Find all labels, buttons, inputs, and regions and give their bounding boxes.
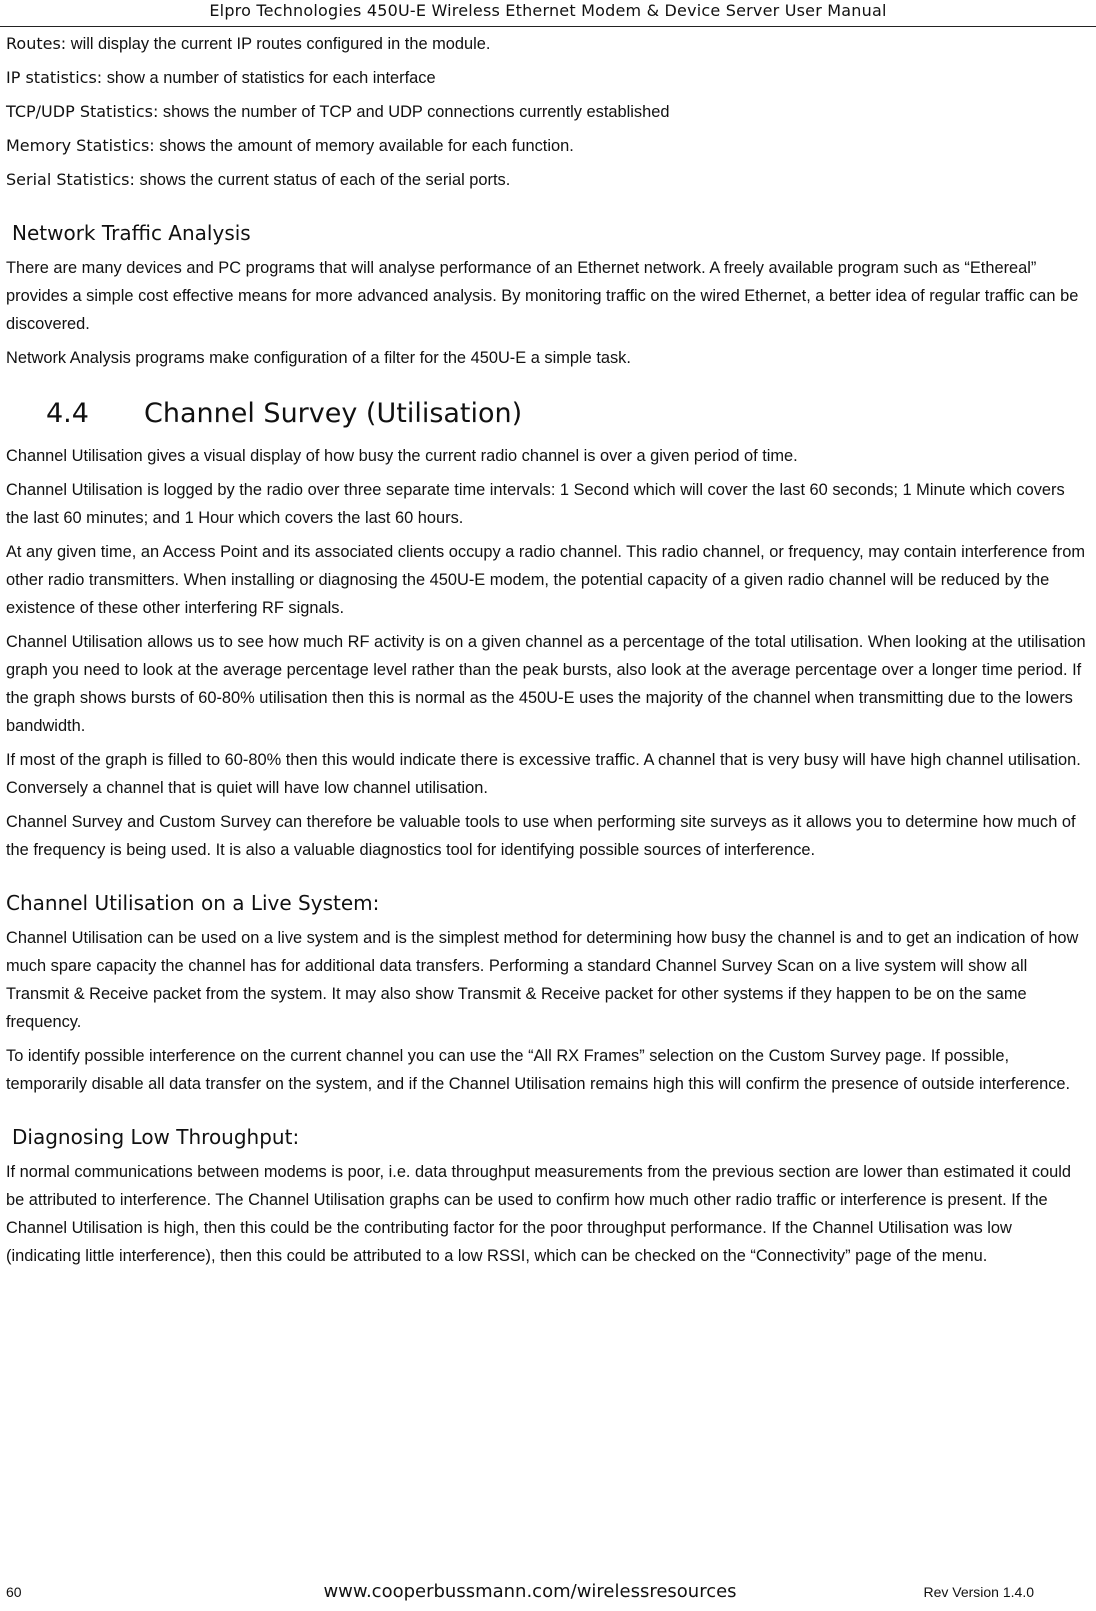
stats-field-list xyxy=(6,30,1090,194)
footer-url: www.cooperbussmann.com/wirelessresources xyxy=(323,1581,737,1602)
paragraph: If normal communications between modems is poor, i.e. data throughput measurements from the previous section are lower than estimated it could be attributed to interference. The Channel Utilisation graphs can be used to confirm how much other radio traffic or interference is present. If the Channel Utilisation is high, then this could be the contributing factor for the poor throughput performance. If the Channel Utilisation was low (indicating little interference), then this could be attributed to a low RSSI, which can be checked on the “Connectivity” page of the menu. xyxy=(6,1163,1072,1265)
stats-field xyxy=(6,166,1090,194)
stats-field xyxy=(6,98,1090,126)
paragraph: Network Analysis programs make configuration of a filter for the 450U-E a simple task. xyxy=(6,349,631,367)
field-description: shows the amount of memory available for each function. xyxy=(159,137,574,155)
field-description: show a number of statistics for each interface xyxy=(106,69,436,87)
paragraph: Channel Utilisation can be used on a live system and is the simplest method for determining how busy the channel is and to get an indication of how much spare capacity the channel has for additional data transfers. Performing a standard Channel Survey Scan on a live system will show all Transmit & Receive packet from the system. It may also show Transmit & Receive packet for other systems if they happen to be on the same frequency. xyxy=(6,929,1079,1031)
field-term: Serial Statistics: xyxy=(6,170,135,189)
page-number: 60 xyxy=(6,1584,22,1600)
paragraph: There are many devices and PC programs that will analyse performance of an Ethernet network. A freely available program such as “Ethereal” provides a simple cost effective means for more advanced analysis. By monitoring traffic on the wired Ethernet, a better idea of regular traffic can be discovered. xyxy=(6,259,1079,333)
field-term: IP statistics: xyxy=(6,68,103,87)
stats-field xyxy=(6,30,1090,58)
paragraph: If most of the graph is filled to 60-80% then this would indicate there is excessive traffic. A channel that is very busy will have high channel utilisation. Conversely a channel that is quiet will have low channel utilisation. xyxy=(6,751,1081,797)
page-content xyxy=(6,30,1090,1276)
field-description: shows the number of TCP and UDP connections currently established xyxy=(162,103,670,121)
paragraph: Channel Utilisation is logged by the radio over three separate time intervals: 1 Second which will cover the last 60 seconds; 1 Minute which covers the last 60 minutes; and 1 Hour which covers the last 60 hours. xyxy=(6,481,1065,527)
network-traffic-heading: Network Traffic Analysis xyxy=(12,221,251,245)
header-title: Elpro Technologies 450U-E Wireless Ethernet Modem & Device Server User Manual xyxy=(209,1,887,20)
field-term: Memory Statistics: xyxy=(6,136,155,155)
paragraph: Channel Survey and Custom Survey can therefore be valuable tools to use when performing site surveys as it allows you to determine how much of the frequency is being used. It is also a valuable diagnostics tool for identifying possible sources of interference. xyxy=(6,813,1076,859)
field-description: will display the current IP routes configured in the module. xyxy=(70,35,491,53)
stats-field xyxy=(6,132,1090,160)
page-header xyxy=(0,0,1096,27)
paragraph: To identify possible interference on the current channel you can use the “All RX Frames” selection on the Custom Survey page. If possible, temporarily disable all data transfer on the system, and if the Channel Utilisation remains high this will confirm the presence of outside interference. xyxy=(6,1047,1071,1093)
section-number: 4.4 xyxy=(46,398,89,429)
paragraph: Channel Utilisation gives a visual display of how busy the current radio channel is over a given period of time. xyxy=(6,447,798,465)
paragraph: At any given time, an Access Point and its associated clients occupy a radio channel. This radio channel, or frequency, may contain interference from other radio transmitters. When installing or diagnosing the 450U-E modem, the potential capacity of a given radio channel will be reduced by the existence of these other interfering RF signals. xyxy=(6,543,1086,617)
paragraph: Channel Utilisation allows us to see how much RF activity is on a given channel as a percentage of the total utilisation. When looking at the utilisation graph you need to look at the average percentage level rather than the peak bursts, also look at the average percentage over a longer time period. If the graph shows bursts of 60-80% utilisation then this is normal as the 450U-E uses the majority of the channel when transmitting due to the lowers bandwidth. xyxy=(6,633,1086,735)
revision-label: Rev Version 1.4.0 xyxy=(923,1584,1034,1600)
section-heading xyxy=(46,394,1090,434)
live-system-heading: Channel Utilisation on a Live System: xyxy=(6,891,380,915)
stats-field xyxy=(6,64,1090,92)
field-description: shows the current status of each of the serial ports. xyxy=(139,171,511,189)
field-term: TCP/UDP Statistics: xyxy=(6,102,159,121)
section-title: Channel Survey (Utilisation) xyxy=(144,398,523,429)
page-footer xyxy=(0,1580,1096,1604)
low-throughput-heading: Diagnosing Low Throughput: xyxy=(12,1125,300,1149)
field-term: Routes: xyxy=(6,34,67,53)
